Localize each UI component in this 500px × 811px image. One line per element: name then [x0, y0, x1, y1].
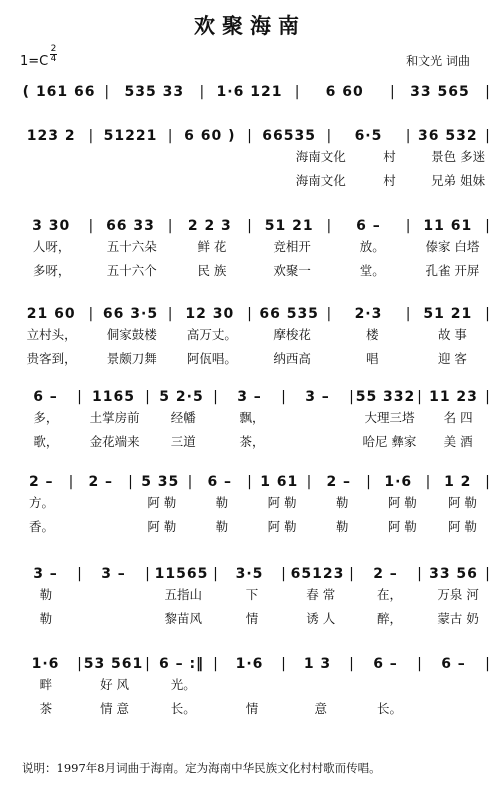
- lyric: 春 常: [306, 587, 336, 602]
- lyric: 海南文化: [295, 149, 346, 164]
- measure: 36 532: [418, 128, 478, 144]
- measure: 2·3: [354, 306, 383, 322]
- barline: |: [326, 128, 332, 144]
- lyric: 村: [383, 149, 396, 164]
- barline: |: [167, 128, 173, 144]
- lyric-line: [14, 582, 490, 606]
- measure: 3 –: [33, 566, 58, 582]
- lyric: 侗家鼓楼: [106, 327, 157, 342]
- lyric: 大理三塔: [364, 410, 415, 425]
- meter-top: 2: [50, 44, 57, 54]
- measure: 3 30: [32, 218, 71, 234]
- barline: |: [326, 306, 332, 322]
- measure: 2 –: [326, 474, 352, 490]
- lyric: 五指山: [164, 587, 203, 602]
- measure: 21 60: [26, 306, 76, 322]
- measure: 11565: [154, 566, 209, 582]
- lyric: 阿 勒: [387, 519, 417, 534]
- lyric: 阿 勒: [447, 495, 477, 510]
- music-system: [14, 300, 490, 370]
- meter-bottom: 4: [50, 54, 57, 64]
- barline: |: [187, 474, 193, 490]
- measure: 1·6 121: [216, 84, 283, 100]
- lyric: 名 四: [443, 410, 473, 425]
- lyric: 傣家 白塔: [425, 239, 480, 254]
- barline: |: [405, 128, 411, 144]
- notation-line: [14, 122, 490, 144]
- lyric: 多，: [33, 410, 59, 425]
- measure: 2 –: [88, 474, 114, 490]
- lyric-line: [14, 168, 490, 192]
- barline: |: [199, 84, 205, 100]
- measure: 53 561: [83, 656, 144, 672]
- music-system: [14, 212, 490, 282]
- lyric: 人呀，: [32, 239, 71, 254]
- lyric: 村: [383, 173, 396, 188]
- lyric: 香。: [29, 519, 55, 534]
- lyric: 景色 多迷: [431, 149, 486, 164]
- lyric: 阿 勒: [267, 495, 297, 510]
- lyric: 飘，: [239, 410, 265, 425]
- lyric: 意: [314, 701, 327, 716]
- measure: 2 2 3: [187, 218, 232, 234]
- measure: 51 21: [423, 306, 473, 322]
- measure: ( 161 66: [22, 84, 96, 100]
- measure: 66 535: [259, 306, 319, 322]
- barline: |: [104, 84, 110, 100]
- measure: 11 61: [423, 218, 473, 234]
- barline: |: [88, 218, 94, 234]
- barline: |: [349, 389, 354, 405]
- lyric: 畔: [39, 677, 53, 692]
- measure: 55 332: [355, 389, 416, 405]
- measure: 66535: [262, 128, 316, 144]
- lyric: 三道: [170, 434, 196, 449]
- measure: 1·6: [384, 474, 413, 490]
- lyric-line: [14, 258, 490, 282]
- lyric: 唱: [366, 351, 379, 366]
- barline: |: [167, 218, 173, 234]
- measure: 6 –: [441, 656, 466, 672]
- measure: 3·5: [235, 566, 264, 582]
- lyric-line: [14, 606, 490, 630]
- measure: 6 60 ): [184, 128, 236, 144]
- lyric: 阿 勒: [447, 519, 477, 534]
- barline: |: [281, 566, 286, 582]
- barline: |: [389, 84, 395, 100]
- lyric: 放。: [359, 239, 385, 254]
- lyric: 金花端来: [89, 434, 140, 449]
- measure: 2 –: [373, 566, 398, 582]
- barline: |: [417, 566, 422, 582]
- lyric-line: [14, 672, 490, 696]
- lyric: 万泉 河: [437, 587, 479, 602]
- lyric: 在，: [376, 587, 402, 602]
- lyric-line: [14, 429, 490, 453]
- measure: 6 –: [356, 218, 381, 234]
- barline: |: [485, 218, 490, 234]
- notation-line: [14, 650, 490, 672]
- barline: |: [281, 389, 286, 405]
- lyric: 方。: [29, 495, 55, 510]
- measure: 11 23: [429, 389, 478, 405]
- lyric: 多呀，: [32, 263, 71, 278]
- lyric: 阿 勒: [267, 519, 297, 534]
- lyric: 阿佤唱。: [186, 351, 237, 366]
- barline: |: [366, 474, 371, 490]
- lyric: 醉，: [376, 611, 402, 626]
- lyric: 民 族: [197, 263, 227, 278]
- lyric: 诱 人: [306, 611, 336, 626]
- music-system: [14, 650, 490, 720]
- measure: 66 33: [106, 218, 155, 234]
- lyric: 楼: [366, 327, 379, 342]
- lyric: 五十六个: [106, 263, 157, 278]
- lyric: 勒: [215, 495, 229, 510]
- measure: 1 3: [303, 656, 332, 672]
- lyric: 阿 勒: [387, 495, 417, 510]
- lyric: 勒: [335, 519, 349, 534]
- barline: |: [128, 474, 133, 490]
- lyric: 黎苗风: [164, 611, 203, 626]
- barline: |: [213, 656, 218, 672]
- measure: 6 –: [33, 389, 58, 405]
- lyric: 兄弟 姐妹: [431, 173, 486, 188]
- barline: |: [425, 474, 431, 490]
- measure: 1·6: [31, 656, 60, 672]
- lyric: 五十六朵: [106, 239, 157, 254]
- music-system: [14, 122, 490, 192]
- lyric: 长。: [376, 701, 402, 716]
- lyric: 阿 勒: [147, 519, 177, 534]
- notation-line: [14, 78, 490, 100]
- barline: |: [145, 656, 150, 672]
- measure: 1·6: [235, 656, 264, 672]
- barline: |: [485, 474, 490, 490]
- lyric: 经幡: [170, 410, 196, 425]
- measure: 2 –: [28, 474, 54, 490]
- barline: |: [485, 389, 490, 405]
- barline: |: [417, 656, 422, 672]
- barline: |: [77, 566, 82, 582]
- lyric: 哈尼 彝家: [362, 434, 417, 449]
- lyric: 光。: [170, 677, 196, 692]
- lyric-line: [14, 322, 490, 346]
- measure: 1 2: [444, 474, 472, 490]
- lyric: 情: [245, 701, 259, 716]
- music-system: [14, 468, 490, 538]
- notation-line: [14, 468, 490, 490]
- lyric: 阿 勒: [147, 495, 177, 510]
- lyric: 好 风: [100, 677, 130, 692]
- measure: 3 –: [101, 566, 126, 582]
- barline: |: [247, 474, 252, 490]
- lyric-line: [14, 144, 490, 168]
- lyric: 纳西高: [273, 351, 311, 366]
- barline: |: [326, 218, 332, 234]
- measure: 6 –: [207, 474, 233, 490]
- measure: 5 35: [141, 474, 180, 490]
- lyric: 茶，: [239, 434, 265, 449]
- barline: |: [349, 566, 354, 582]
- measure: 3 –: [237, 389, 262, 405]
- music-system: [14, 383, 490, 453]
- lyric: 故 事: [437, 327, 467, 342]
- lyric: 蒙古 奶: [437, 611, 479, 626]
- music-system: [14, 560, 490, 630]
- lyric: 鲜 花: [197, 239, 227, 254]
- notation-line: [14, 383, 490, 405]
- barline: |: [349, 656, 354, 672]
- barline: |: [77, 656, 82, 672]
- lyric: 勒: [39, 587, 53, 602]
- lyric-line: [14, 405, 490, 429]
- lyric: 贵客到，: [26, 351, 77, 366]
- lyric-line: [14, 346, 490, 370]
- music-system: [14, 78, 490, 100]
- barline: |: [485, 306, 490, 322]
- barline: |: [77, 389, 82, 405]
- lyric: 迎 客: [437, 351, 467, 366]
- barline: |: [485, 84, 490, 100]
- measure: 6 60: [325, 84, 364, 100]
- measure: 5 2·5: [159, 389, 204, 405]
- barline: |: [213, 389, 218, 405]
- lyric: 情 意: [100, 701, 130, 716]
- lyric: 竞相开: [273, 239, 311, 254]
- notation-line: [14, 300, 490, 322]
- time-signature: [50, 45, 57, 64]
- credits: 和文光 词曲: [406, 54, 470, 68]
- barline: |: [417, 389, 422, 405]
- measure: 65123: [290, 566, 345, 582]
- measure: 3 –: [305, 389, 330, 405]
- measure: 123 2: [26, 128, 76, 144]
- lyric: 勒: [39, 611, 53, 626]
- barline: |: [247, 218, 252, 234]
- measure: 1 61: [260, 474, 299, 490]
- lyric-line: [14, 514, 490, 538]
- barline: |: [88, 128, 94, 144]
- lyric: 茶: [39, 701, 53, 716]
- lyric: 海南文化: [295, 173, 346, 188]
- lyric: 欢聚一: [273, 263, 311, 278]
- barline: |: [405, 218, 411, 234]
- lyric-line: [14, 696, 490, 720]
- lyric: 下: [245, 587, 259, 602]
- lyric: 勒: [215, 519, 229, 534]
- measure: 51 21: [264, 218, 314, 234]
- measure: 535 33: [124, 84, 185, 100]
- barline: |: [145, 389, 150, 405]
- measure: 6 –: [373, 656, 398, 672]
- lyric: 长。: [170, 701, 196, 716]
- barline: |: [485, 566, 490, 582]
- measure: 33 565: [410, 84, 470, 100]
- measure: 33 56: [429, 566, 478, 582]
- barline: |: [306, 474, 312, 490]
- lyric: 勒: [335, 495, 349, 510]
- measure: 51221: [103, 128, 158, 144]
- barline: |: [281, 656, 286, 672]
- lyric: 土掌房前: [89, 410, 140, 425]
- measure: 12 30: [185, 306, 235, 322]
- barline: |: [167, 306, 173, 322]
- barline: |: [294, 84, 300, 100]
- lyric: 孔雀 开屏: [425, 263, 480, 278]
- lyric: 堂。: [359, 263, 385, 278]
- notation-line: [14, 212, 490, 234]
- barline: |: [405, 306, 411, 322]
- lyric: 高万丈。: [186, 327, 237, 342]
- barline: |: [88, 306, 94, 322]
- lyric-line: [14, 490, 490, 514]
- barline: |: [247, 306, 252, 322]
- barline: |: [145, 566, 150, 582]
- barline: |: [485, 128, 490, 144]
- measure: 66 3·5: [102, 306, 159, 322]
- measure: 1165: [92, 389, 135, 405]
- lyric: 立村头，: [26, 327, 77, 342]
- barline: |: [213, 566, 218, 582]
- notation-line: [14, 560, 490, 582]
- measure: 6 – :‖: [158, 656, 205, 672]
- lyric: 景颇刀舞: [106, 351, 157, 366]
- footnote: 说明：1997年8月词曲于海南。定为海南中华民族文化村村歌而传唱。: [22, 761, 381, 775]
- measure: 6·5: [354, 128, 383, 144]
- lyric-line: [14, 234, 490, 258]
- barline: |: [485, 656, 490, 672]
- lyric: 美 酒: [443, 434, 473, 449]
- lyric: 歌，: [33, 434, 59, 449]
- barline: |: [247, 128, 252, 144]
- song-title: 欢聚海南: [194, 13, 306, 38]
- lyric: 情: [245, 611, 259, 626]
- barline: |: [68, 474, 74, 490]
- lyric: 摩梭花: [273, 327, 311, 342]
- key-signature: 1=C: [20, 54, 49, 69]
